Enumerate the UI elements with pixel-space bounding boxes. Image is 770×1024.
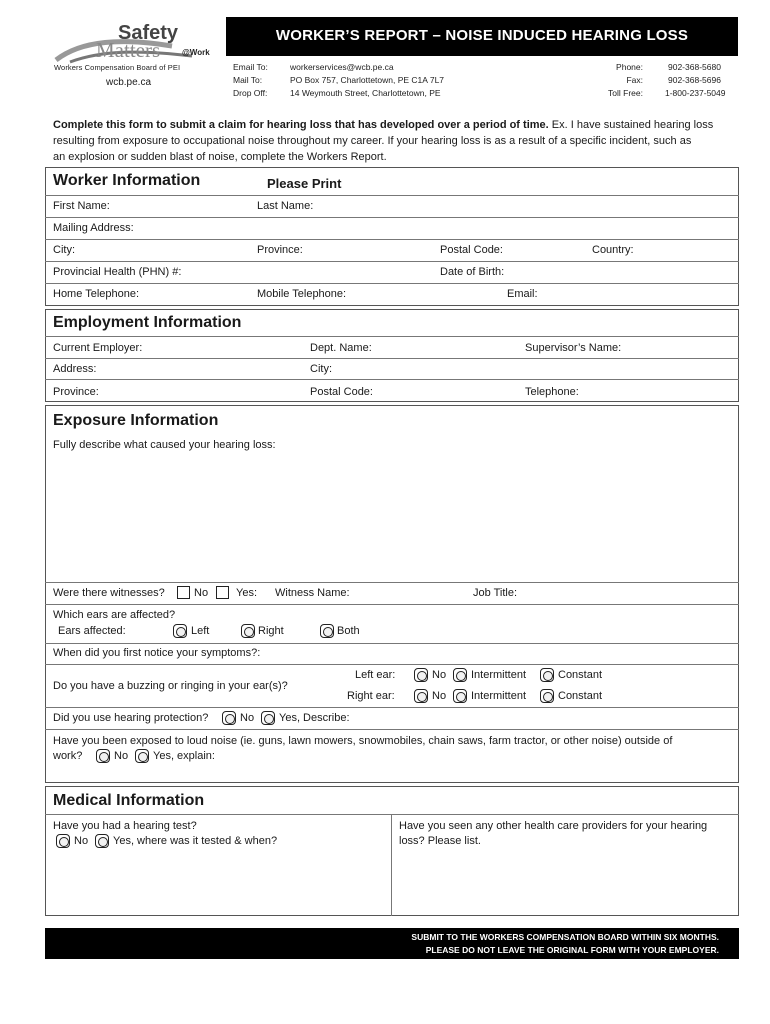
left-ear-no-radio[interactable] <box>414 668 428 682</box>
protection-no-label: No <box>240 712 255 724</box>
witnesses-yes-checkbox[interactable] <box>216 586 229 599</box>
employer-postal-code-field[interactable]: Postal Code: <box>310 386 373 398</box>
right-ear-intermittent-radio[interactable] <box>453 689 467 703</box>
right-ear-no-radio[interactable] <box>414 689 428 703</box>
logo-org-name: Workers Compensation Board of PEI <box>54 63 181 72</box>
protection-question: Did you use hearing protection? <box>53 712 209 724</box>
which-ears-question: Which ears are affected? <box>53 609 176 621</box>
logo-text-matters: Matters <box>96 38 161 62</box>
left-ear-intermittent-radio[interactable] <box>453 668 467 682</box>
worker-country-field[interactable]: Country: <box>592 244 634 256</box>
right-ear-no-label: No <box>432 690 447 702</box>
left-ear-intermittent-label: Intermittent <box>471 669 527 681</box>
left-ear-label: Left ear: <box>355 669 396 681</box>
contact-mail-address: PO Box 757, Charlottetown, PE C1A 7L7 <box>290 75 445 85</box>
divider <box>45 239 739 240</box>
hearing-test-yes-label: Yes, where was it tested & when? <box>113 835 278 847</box>
tollfree-label: Toll Free: <box>608 88 643 98</box>
outside-exposure-no-radio[interactable] <box>96 749 110 763</box>
phone-value: 902-368-5680 <box>668 62 721 72</box>
witnesses-yes-label: Yes: <box>236 587 258 599</box>
witnesses-question: Were there witnesses? <box>53 587 165 599</box>
divider <box>45 336 739 337</box>
submission-notice-banner <box>45 928 739 959</box>
describe-cause-textarea[interactable] <box>46 455 738 581</box>
protection-yes-describe-label: Yes, Describe: <box>279 712 350 724</box>
ear-left-label: Left <box>191 625 210 637</box>
employer-address-field[interactable]: Address: <box>53 363 97 375</box>
protection-yes-radio[interactable] <box>261 711 275 725</box>
divider <box>45 643 739 644</box>
logo-text-work: @Work <box>182 48 210 57</box>
intro-line-1 <box>53 119 713 132</box>
mailing-address-field[interactable]: Mailing Address: <box>53 222 134 234</box>
ear-right-radio[interactable] <box>241 624 255 638</box>
employer-province-field[interactable]: Province: <box>53 386 99 398</box>
witnesses-no-label: No <box>194 587 209 599</box>
worker-section-title: Worker Information <box>53 172 201 189</box>
hearing-test-no-radio[interactable] <box>56 834 70 848</box>
divider <box>45 604 739 605</box>
hearing-test-yes-radio[interactable] <box>95 834 109 848</box>
divider <box>45 217 739 218</box>
first-notice-field[interactable]: When did you first notice your symptoms?: <box>53 647 261 659</box>
home-telephone-field[interactable]: Home Telephone: <box>53 288 140 300</box>
intro-line-1-rest: Ex. I have sustained hearing loss <box>548 119 714 131</box>
please-print-note: Please Print <box>267 176 342 191</box>
contact-label-email: Email To: <box>233 62 268 72</box>
hearing-test-question: Have you had a hearing test? <box>53 820 197 832</box>
intro-line-2: resulting from exposure to occupational noise throughout my career. If your hearing loss is as a result of a specific incident, such as <box>53 135 692 147</box>
email-field[interactable]: Email: <box>507 288 538 300</box>
divider <box>45 664 739 665</box>
witnesses-no-checkbox[interactable] <box>177 586 190 599</box>
other-providers-question-line-2: loss? Please list. <box>399 835 481 847</box>
left-ear-no-label: No <box>432 669 447 681</box>
outside-exposure-question: Have you been exposed to loud noise (ie. guns, lawn mowers, snowmobiles, chain saws, farm tractor, or other noise) outside of <box>53 735 673 747</box>
divider <box>45 195 739 196</box>
employer-city-field[interactable]: City: <box>310 363 332 375</box>
right-ear-label: Right ear: <box>347 690 395 702</box>
employment-section-title: Employment Information <box>53 314 242 331</box>
witness-job-title-field[interactable]: Job Title: <box>473 587 518 599</box>
hearing-test-no-label: No <box>74 835 89 847</box>
divider <box>45 814 739 815</box>
worker-city-field[interactable]: City: <box>53 244 75 256</box>
divider <box>45 707 739 708</box>
right-ear-intermittent-label: Intermittent <box>471 690 527 702</box>
last-name-field[interactable]: Last Name: <box>257 200 314 212</box>
submission-notice-line-1: SUBMIT TO THE WORKERS COMPENSATION BOARD WITHIN SIX MONTHS. <box>411 932 719 942</box>
contact-label-dropoff: Drop Off: <box>233 88 268 98</box>
phn-field[interactable]: Provincial Health (PHN) #: <box>53 266 182 278</box>
buzzing-question: Do you have a buzzing or ringing in your ear(s)? <box>53 680 288 692</box>
ear-both-radio[interactable] <box>320 624 334 638</box>
ear-both-label: Both <box>337 625 360 637</box>
other-providers-textarea[interactable] <box>392 852 738 915</box>
right-ear-constant-radio[interactable] <box>540 689 554 703</box>
divider <box>45 358 739 359</box>
ears-affected-label: Ears affected: <box>58 625 126 637</box>
phone-label: Phone: <box>616 62 643 72</box>
outside-exposure-yes-radio[interactable] <box>135 749 149 763</box>
dept-name-field[interactable]: Dept. Name: <box>310 342 372 354</box>
right-ear-constant-label: Constant <box>558 690 603 702</box>
medical-section-title: Medical Information <box>53 792 205 809</box>
outside-exposure-work-label: work? <box>53 750 83 762</box>
fax-value: 902-368-5696 <box>668 75 721 85</box>
describe-cause-label: Fully describe what caused your hearing loss: <box>53 439 276 451</box>
divider <box>45 582 739 583</box>
intro-bold: Complete this form to submit a claim for hearing loss that has developed over a period of time. <box>53 119 549 131</box>
logo-text-safety: Safety <box>118 22 179 44</box>
divider <box>45 729 739 730</box>
left-ear-constant-label: Constant <box>558 669 603 681</box>
contact-label-mail: Mail To: <box>233 75 263 85</box>
employer-telephone-field[interactable]: Telephone: <box>525 386 579 398</box>
supervisor-name-field[interactable]: Supervisor’s Name: <box>525 342 622 354</box>
date-of-birth-field[interactable]: Date of Birth: <box>440 266 505 278</box>
contact-dropoff-address: 14 Weymouth Street, Charlottetown, PE <box>290 88 441 98</box>
left-ear-constant-radio[interactable] <box>540 668 554 682</box>
ear-right-label: Right <box>258 625 284 637</box>
other-providers-question-line-1: Have you seen any other health care providers for your hearing <box>399 820 708 832</box>
divider <box>45 379 739 380</box>
contact-email[interactable]: workerservices@wcb.pe.ca <box>290 62 394 72</box>
hearing-test-details-textarea[interactable] <box>46 852 390 915</box>
fax-label: Fax: <box>626 75 643 85</box>
tollfree-value: 1-800-237-5049 <box>665 88 726 98</box>
ear-left-radio[interactable] <box>173 624 187 638</box>
witness-name-field[interactable]: Witness Name: <box>275 587 350 599</box>
outside-exposure-no-label: No <box>114 750 129 762</box>
worker-postal-code-field[interactable]: Postal Code: <box>440 244 503 256</box>
website-link[interactable]: wcb.pe.ca <box>106 77 152 88</box>
intro-line-3: an explosion or sudden blast of noise, complete the Workers Report. <box>53 151 387 163</box>
submission-notice-line-2: PLEASE DO NOT LEAVE THE ORIGINAL FORM WITH YOUR EMPLOYER. <box>425 945 719 955</box>
exposure-section-title: Exposure Information <box>53 412 219 429</box>
mobile-telephone-field[interactable]: Mobile Telephone: <box>257 288 347 300</box>
divider <box>45 261 739 262</box>
current-employer-field[interactable]: Current Employer: <box>53 342 143 354</box>
divider <box>45 283 739 284</box>
outside-exposure-yes-explain-label: Yes, explain: <box>153 750 215 762</box>
first-name-field[interactable]: First Name: <box>53 200 110 212</box>
form-title: WORKER’S REPORT – NOISE INDUCED HEARING LOSS <box>275 27 689 44</box>
worker-province-field[interactable]: Province: <box>257 244 303 256</box>
protection-no-radio[interactable] <box>222 711 236 725</box>
